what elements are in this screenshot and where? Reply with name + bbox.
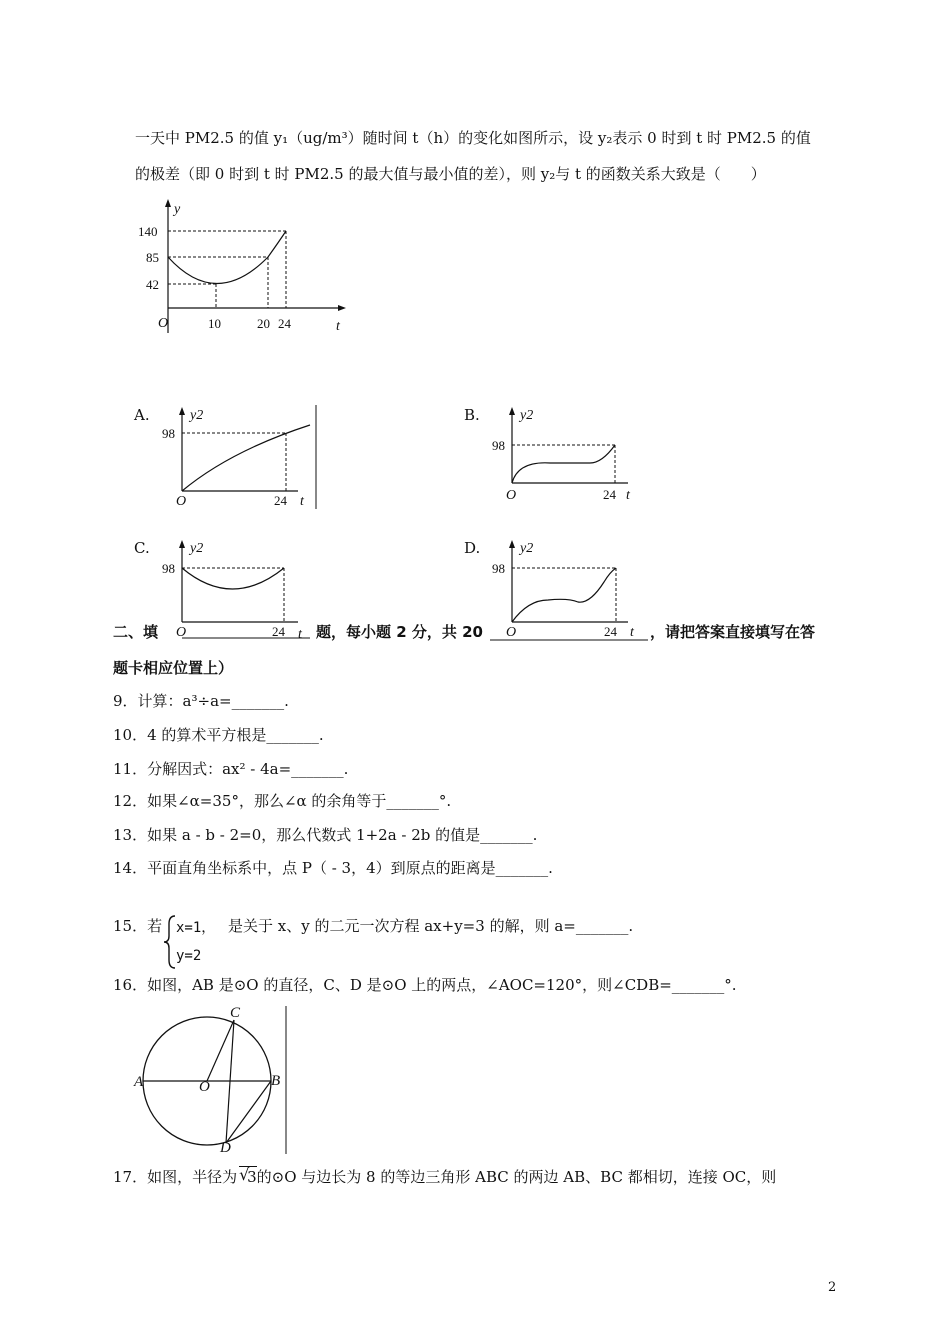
option-d-ytick: 98	[492, 561, 505, 576]
question-15-prefix: 15．若	[113, 917, 163, 935]
question-12: 12．如果∠α=35°，那么∠α 的余角等于_______°.	[113, 792, 452, 810]
graph-x-label: t	[336, 319, 340, 334]
option-d-x-label: t	[630, 625, 634, 640]
option-c-letter[interactable]: C.	[134, 539, 150, 557]
page-number: 2	[828, 1280, 837, 1295]
label-d: D	[220, 1140, 231, 1156]
system-eq1: x=1，	[176, 920, 216, 936]
question-16: 16．如图，AB 是⊙O 的直径，C、D 是⊙O 上的两点，∠AOC=120°，则∠CDB=_______°.	[113, 976, 737, 994]
graph-y-label: y	[174, 202, 181, 217]
option-a-graph[interactable]	[160, 405, 320, 515]
section2-heading-c: ，请把答案直接填写在答	[650, 623, 816, 641]
sqrt-radical: √ 3	[239, 1165, 257, 1186]
pm25-graph	[120, 195, 360, 345]
option-a-xtick: 24	[274, 493, 287, 508]
graph-xtick-24: 24	[278, 316, 291, 331]
question-17: 17．如图，半径为 √ 3的⊙O 与边长为 8 的等边三角形 ABC 的两边 AB、BC 都相切，连接 OC，则	[113, 1165, 777, 1186]
option-b-origin: O	[506, 488, 517, 503]
option-a-origin: O	[176, 494, 187, 509]
option-c-graph[interactable]	[160, 538, 320, 642]
graph-ytick-85: 85	[146, 250, 159, 265]
option-b-graph[interactable]	[490, 405, 650, 505]
section2-heading-b: 题，每小题 2 分，共 20	[316, 623, 483, 641]
option-d-graph[interactable]	[490, 538, 650, 638]
circle-diagram	[130, 1000, 300, 1160]
option-c-y-label: y2	[190, 541, 204, 556]
option-b-y-label: y2	[520, 408, 534, 423]
option-a-letter[interactable]: A.	[134, 406, 150, 424]
option-c-origin: O	[176, 625, 187, 640]
q8-line2: 的极差（即 0 时到 t 时 PM2.5 的最大值与最小值的差），则 y₂与 t 的函数关系大致是（ ）	[135, 165, 766, 183]
question-11: 11．分解因式：ax² - 4a=_______.	[113, 760, 349, 778]
system-brace	[163, 914, 177, 970]
label-o: O	[199, 1079, 210, 1095]
section2-heading-line2: 题卡相应位置上）	[113, 659, 234, 677]
option-b-xtick: 24	[603, 487, 616, 502]
label-b: B	[271, 1073, 281, 1089]
section2-heading-a: 二、填	[113, 623, 159, 641]
label-c: C	[230, 1005, 241, 1021]
option-b-ytick: 98	[492, 438, 505, 453]
option-d-letter[interactable]: D.	[464, 539, 481, 557]
question-15-text: 是关于 x、y 的二元一次方程 ax+y=3 的解，则 a=_______.	[228, 917, 634, 935]
option-c-ytick: 98	[162, 561, 175, 576]
option-d-xtick: 24	[604, 624, 617, 639]
option-d-y-label: y2	[520, 541, 534, 556]
graph-xtick-10: 10	[208, 316, 221, 331]
graph-origin: O	[158, 316, 169, 331]
graph-ytick-42: 42	[146, 277, 159, 292]
graph-ytick-140: 140	[138, 224, 158, 239]
label-a: A	[134, 1074, 144, 1090]
graph-xtick-20: 20	[257, 316, 270, 331]
question-9: 9．计算：a³÷a=_______.	[113, 692, 289, 710]
option-c-xtick: 24	[272, 624, 285, 639]
option-a-x-label: t	[300, 494, 304, 509]
option-a-ytick: 98	[162, 426, 175, 441]
question-14: 14．平面直角坐标系中，点 P（ - 3，4）到原点的距离是_______.	[113, 859, 553, 877]
option-b-x-label: t	[626, 488, 630, 503]
question-13: 13．如果 a - b - 2=0，那么代数式 1+2a - 2b 的值是_______.	[113, 826, 538, 844]
option-b-letter[interactable]: B.	[464, 406, 480, 424]
option-a-y-label: y2	[190, 408, 204, 423]
option-d-origin: O	[506, 625, 517, 640]
q8-line1: 一天中 PM2.5 的值 y₁（ug/m³）随时间 t（h）的变化如图所示，设 y₂表示 0 时到 t 时 PM2.5 的值	[135, 129, 811, 147]
question-10: 10．4 的算术平方根是_______.	[113, 726, 324, 744]
system-eq2: y=2	[176, 948, 202, 964]
option-c-x-label: t	[298, 627, 302, 642]
